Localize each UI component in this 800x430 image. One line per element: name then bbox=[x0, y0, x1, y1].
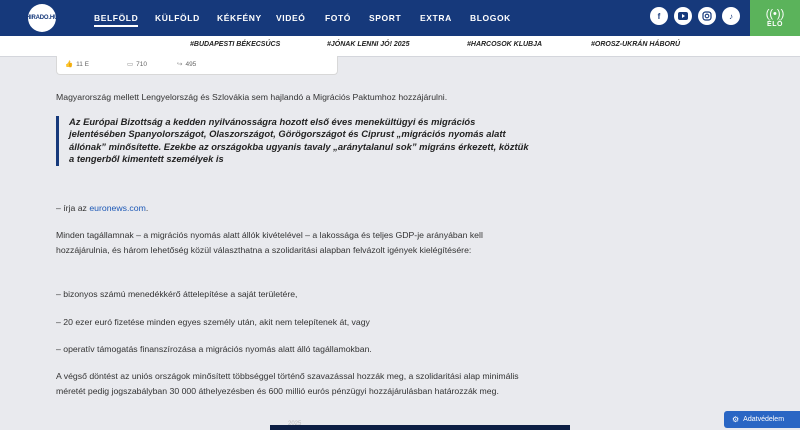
site-logo[interactable] bbox=[25, 4, 59, 32]
shares-count: 495 bbox=[185, 60, 197, 68]
article-bullet-1: – bizonyos számú menedékkérő áttelepítése a saját területére, bbox=[56, 289, 298, 299]
gear-icon: ⚙ bbox=[732, 415, 740, 424]
tag-budapesti-bekecsucs[interactable]: #BUDAPESTI BÉKECSÚCS bbox=[190, 41, 281, 48]
privacy-button[interactable] bbox=[724, 411, 800, 428]
article-bullet-2: – 20 ezer euró fizetése minden egyes személy után, akit nem telepítenek át, vagy bbox=[56, 317, 370, 327]
footer-date: 2025 bbox=[288, 421, 302, 427]
share-icon: ↪ bbox=[177, 61, 183, 68]
tag-jonak-lenni-jo[interactable]: #JÓNAK LENNI JÓ! 2025 bbox=[327, 41, 410, 48]
live-button[interactable] bbox=[750, 0, 800, 36]
thumbs-up-icon: 👍 bbox=[65, 61, 74, 68]
article-blockquote: Az Európai Bizottság a kedden nyilvánosságra hozott első éves menekültügyi és migrációs jelentésében Spanyolországot, Olaszországot, Görögországot és Ciprust „migrációs nyomás alatt állónak” minősítette. Ezekbe az országokba ugyanis tavaly „aránytalanul sok” migráns érkezett, köztük a tengerből kimentett személyek is bbox=[56, 116, 529, 166]
tiktok-icon[interactable]: ♪ bbox=[722, 7, 740, 25]
trending-tags-bar bbox=[0, 36, 800, 57]
article-paragraph-3: A végső döntést az uniós országok minősített többséggel történő szavazással hozzák meg, a szolidaritási alap minimális méretét pedig jogszabályban 30 000 áthelyezésben és 600 millió eurós pénzügyi hozzájárulásban határozzák meg. bbox=[56, 371, 519, 396]
source-prefix: – írja az bbox=[56, 203, 90, 213]
privacy-label: Adatvédelem bbox=[743, 416, 785, 423]
nav-item-foto[interactable]: FOTÓ bbox=[325, 13, 352, 23]
source-suffix: . bbox=[145, 203, 149, 213]
nav-item-extra[interactable]: EXTRA bbox=[420, 13, 452, 23]
instagram-icon[interactable] bbox=[698, 7, 716, 25]
article-intro: Magyarország mellett Lengyelország és Szlovákia sem hajlandó a Migrációs Paktumhoz hozzájárulni. bbox=[56, 92, 448, 102]
nav-item-belfold[interactable]: BELFÖLD bbox=[94, 13, 139, 23]
nav-item-sport[interactable]: SPORT bbox=[369, 13, 402, 23]
tag-orosz-ukran-haboru[interactable]: #OROSZ-UKRÁN HÁBORÚ bbox=[591, 41, 681, 48]
article-bullet-3: – operatív támogatás finanszírozása a migrációs nyomás alatt álló tagállamokban. bbox=[56, 344, 372, 354]
comments-count: 710 bbox=[136, 60, 148, 68]
comment-icon: ▭ bbox=[127, 61, 134, 68]
article-source bbox=[56, 202, 526, 215]
tag-harcosok-klubja[interactable]: #HARCOSOK KLUBJA bbox=[467, 41, 543, 48]
nav-item-kulfold[interactable]: KÜLFÖLD bbox=[155, 13, 200, 23]
comments-stat bbox=[127, 60, 147, 68]
facebook-icon[interactable]: f bbox=[650, 7, 668, 25]
embedded-post[interactable] bbox=[56, 56, 338, 75]
footer-strip bbox=[270, 421, 570, 430]
social-links bbox=[644, 7, 740, 25]
logo-text: HIRADO.HU bbox=[25, 15, 59, 21]
article-paragraph-2: Minden tagállamnak – a migrációs nyomás alatt állók kivételével – a lakossága és teljes GDP-je arányában kell hozzájárulnia, és három lehetőség közül választhatna a szolidaritási alapban felvázolt igények kielégítésére: bbox=[56, 230, 483, 255]
nav-item-blogok[interactable]: BLOGOK bbox=[470, 13, 511, 23]
likes-count: 11 E bbox=[76, 60, 89, 68]
youtube-icon[interactable] bbox=[674, 7, 692, 25]
broadcast-icon: ((•)) bbox=[765, 7, 785, 20]
nav-item-video[interactable]: VIDEÓ bbox=[276, 13, 306, 23]
likes-stat bbox=[65, 60, 89, 68]
nav-item-kekfeny[interactable]: KÉKFÉNY bbox=[217, 13, 262, 23]
live-label: ÉLŐ bbox=[767, 20, 783, 28]
shares-stat bbox=[177, 60, 196, 68]
source-link[interactable]: euronews.com bbox=[89, 203, 146, 213]
top-navigation-bar bbox=[0, 0, 800, 36]
